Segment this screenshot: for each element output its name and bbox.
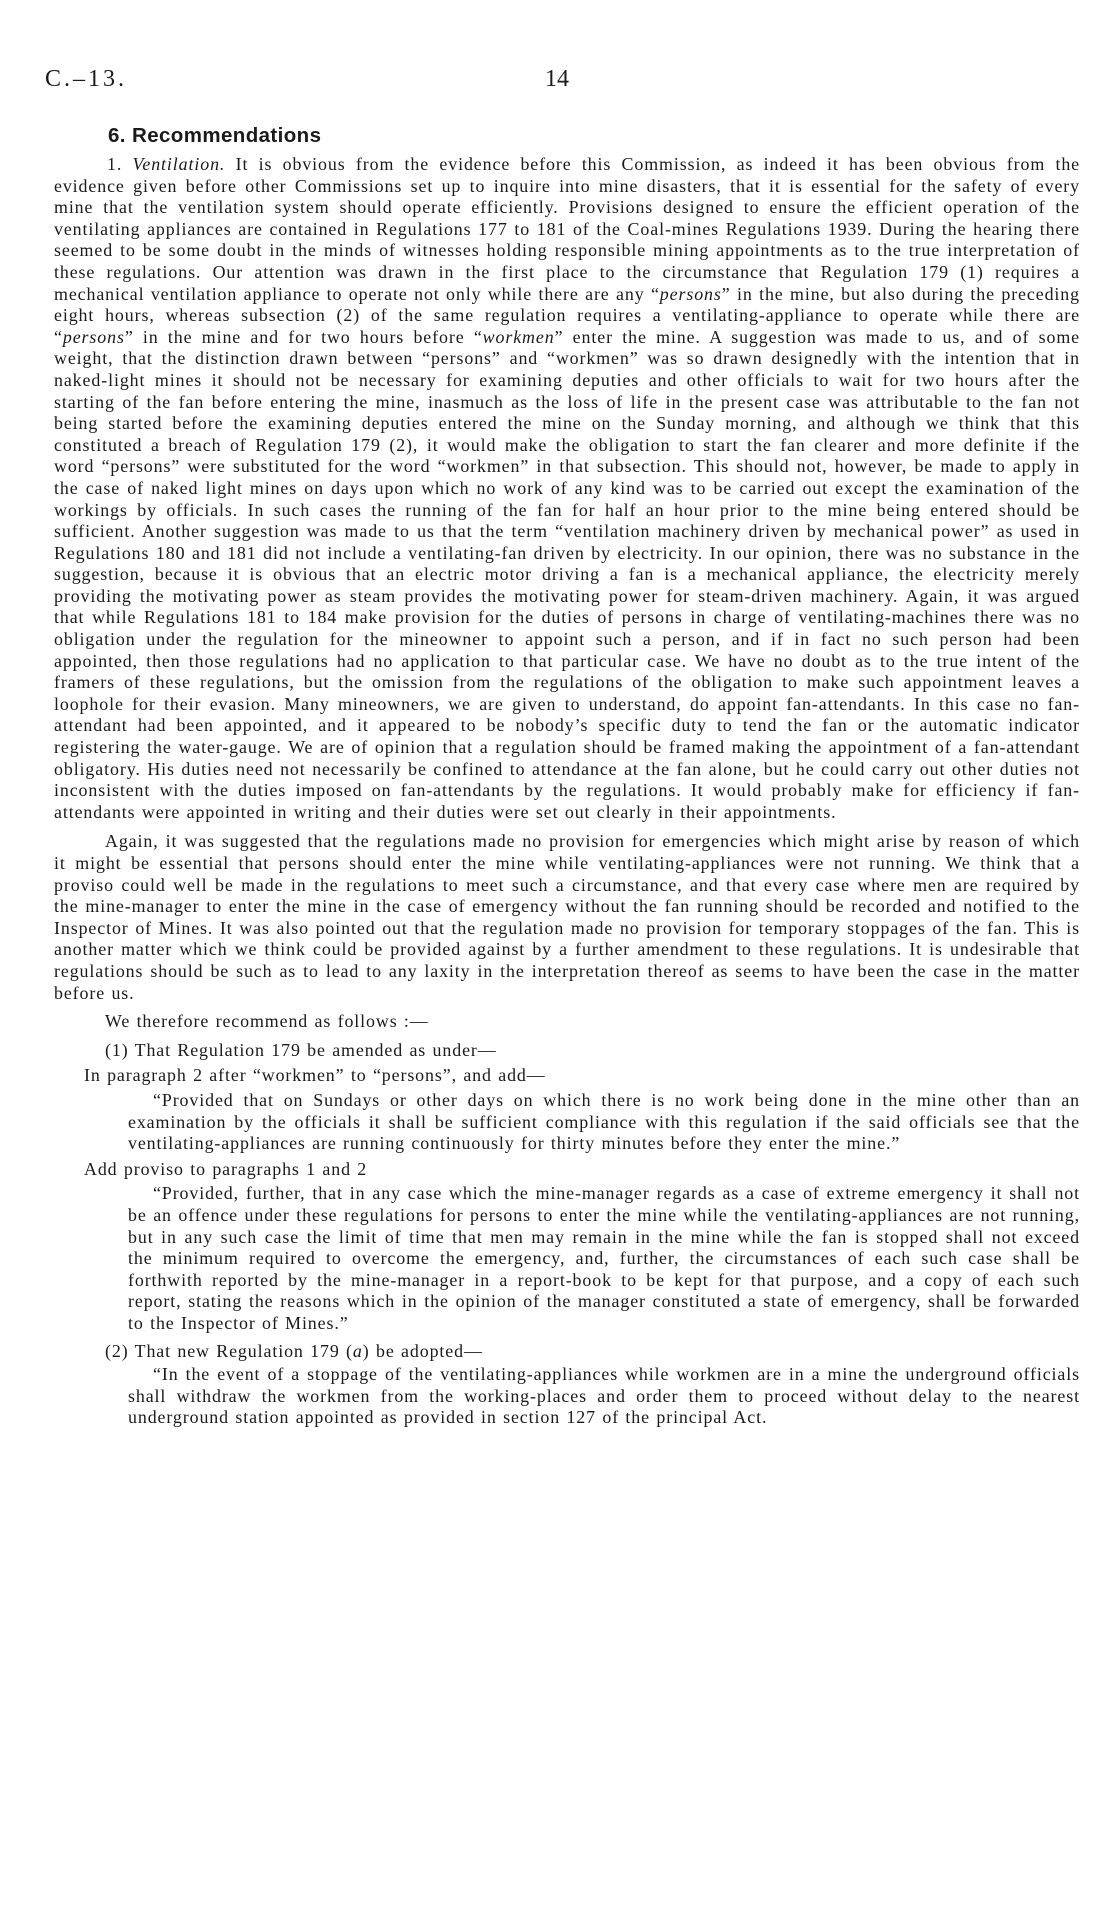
- recommend-intro: We therefore recommend as follows :—: [105, 1011, 429, 1032]
- emphasis-workmen: workmen: [482, 326, 555, 347]
- emphasis-persons: persons: [659, 283, 722, 304]
- recommendation-2-text: (2) That new Regulation 179 (: [105, 1341, 353, 1362]
- recommendation-2: [54, 1341, 1080, 1363]
- page-number: 14: [545, 66, 569, 92]
- paragraph-text: It is obvious from the evidence before this Commission, as indeed it has been obvious from the evidence given before other Commissions set up to inquire into mine disasters, that it is essential for the safety of every mine that the ventilation system should operate efficiently. Provisions designed to ensure the efficient operation of the ventilating appliances are contained in Regulations 177 to 181 of the Coal-mines Regulations 1939. During the hearing there seemed to be some doubt in the minds of witnesses holding responsible mining appointments as to the true interpretation of these regulations. Our attention was drawn in the first place to the circumstance that Regulation 179 (1) requires a mechanical ventilation appliance to operate not only while there are any “: [54, 154, 1081, 304]
- regulation-letter: a: [352, 1341, 363, 1362]
- paragraph-text: ” enter the mine. A suggestion was made to us, and of some weight, that the distinction drawn between “persons” and “workmen” was so drawn designedly with the intention that in naked-light mines it should not be necessary for examining deputies and other officials to wait for two hours after the starting of the fan before entering the mine, inasmuch as the loss of life in the present case was attributable to the fan not being started before the examining deputies entered the mine on the Sunday morning, and although we think that this constituted a breach of Regulation 179 (2), it would make the obligation to start the fan clearer and more definite if the word “persons” were substituted for the word “workmen” in that subsection. This should not, however, be made to apply in the case of naked light mines on days upon which no work of any kind was to be carried out except the examination of the workings by officials. In such cases the running of the fan for half an hour prior to the mine being entered should be sufficient. Another suggestion was made to us that the term “ventilation machinery driven by mechanical power” as used in Regulations 180 and 181 did not include a ventilating-fan driven by electricity. In our opinion, there was no substance in the suggestion, because it is obvious that an electric motor driving a fan is a mechanical appliance, the electricity merely providing the motivating power as steam provides the motivating power for steam-driven machinery. Again, it was argued that while Regulations 181 to 184 make provision for the duties of persons in charge of ventilating-machines there was no obligation under the regulation for the mineowner to appoint such a person, and if in fact no such person had been appointed, then those regulations had no application to that particular case. We have no doubt as to the true intent of the framers of these regulations, but the omission from the regulations of the obligation to make such appointment leaves a loophole for their evasion. Many mineowners, we are given to understand, do appoint fan-attendants. In this case no fan-attendant had been appointed, and it appeared to be nobody’s specific duty to tend the fan or the automatic indicator registering the water-gauge. We are of opinion that a regulation should be framed making the appointment of a fan-attendant obligatory. His duties need not necessarily be confined to attendance at the fan alone, but he could carry out other duties not inconsistent with the duties imposed on fan-attendants by the regulations. It would probably make for efficiency if fan-attendants were appointed in writing and their duties were set out clearly in their appointments.: [54, 326, 1080, 822]
- paragraph-number: 1.: [107, 154, 123, 174]
- recommendation-1: (1) That Regulation 179 be amended as under—: [105, 1039, 497, 1060]
- paragraph-text: ” in the mine, but also during the preceding eight hours, whereas subsection (2) of the same regulation requires a ventilating-appliance to operate while there are “: [54, 283, 1080, 347]
- recommendation-2-text: ) be adopted—: [362, 1341, 483, 1362]
- recommendation-1-paragraph-2: In paragraph 2 after “workmen” to “persons”, and add—: [84, 1065, 546, 1086]
- paragraph-text: ” in the mine and for two hours before “: [124, 326, 483, 347]
- section-title: 6. Recommendations: [108, 124, 322, 147]
- page-header: [45, 66, 1069, 102]
- paragraph-ventilation: [54, 154, 1080, 823]
- recommendation-1-add-proviso: Add proviso to paragraphs 1 and 2: [84, 1158, 368, 1179]
- quoted-regulation-stoppage: “In the event of a stoppage of the ventilating-appliances while workmen are in a mine the underground officials shall withdraw the workmen from the working-places and order them to proceed without delay to the nearest underground station appointed as provided in section 127 of the principal Act.: [128, 1364, 1080, 1428]
- quoted-proviso-sundays: “Provided that on Sundays or other days on which there is no work being done in the mine other than an examination by the officials it shall be sufficient compliance with this regulation if the said officials see that the ventilating-appliances are running continuously for thirty minutes before they enter the mine.”: [128, 1089, 1080, 1154]
- body-text: [54, 154, 1080, 1429]
- emphasis-persons: persons: [62, 326, 125, 347]
- paragraph-emergencies: Again, it was suggested that the regulations made no provision for emergencies which might arise by reason of which it might be essential that persons should enter the mine while ventilating-appliances were not running. We think that a proviso could well be made in the regulations to meet such a circumstance, and that every case where men are required by the mine-manager to enter the mine in the case of emergency without the fan running should be recorded and notified to the Inspector of Mines. It was also pointed out that the regulation made no provision for temporary stoppages of the fan. This is another matter which we think could be provided against by a further amendment to these regulations. It is undesirable that regulations should be such as to lead to any laxity in the interpretation thereof as seems to have been the case in the matter before us.: [54, 831, 1080, 1003]
- document-reference: C.–13.: [45, 66, 128, 92]
- quoted-proviso-emergency: “Provided, further, that in any case which the mine-manager regards as a case of extreme emergency it shall not be an offence under these regulations for persons to enter the mine while the ventilating-appliances are not running, but in any such case the limit of time that men may remain in the mine while the fan is stopped shall not exceed the minimum required to overcome the emergency, and, further, the circumstances of each such case shall be forthwith reported by the mine-manager in a report-book to be kept for that purpose, and a copy of each such report, stating the reasons which in the opinion of the manager constituted a state of emergency, shall be forwarded to the Inspector of Mines.”: [128, 1183, 1080, 1333]
- paragraph-heading: Ventilation.: [132, 154, 226, 174]
